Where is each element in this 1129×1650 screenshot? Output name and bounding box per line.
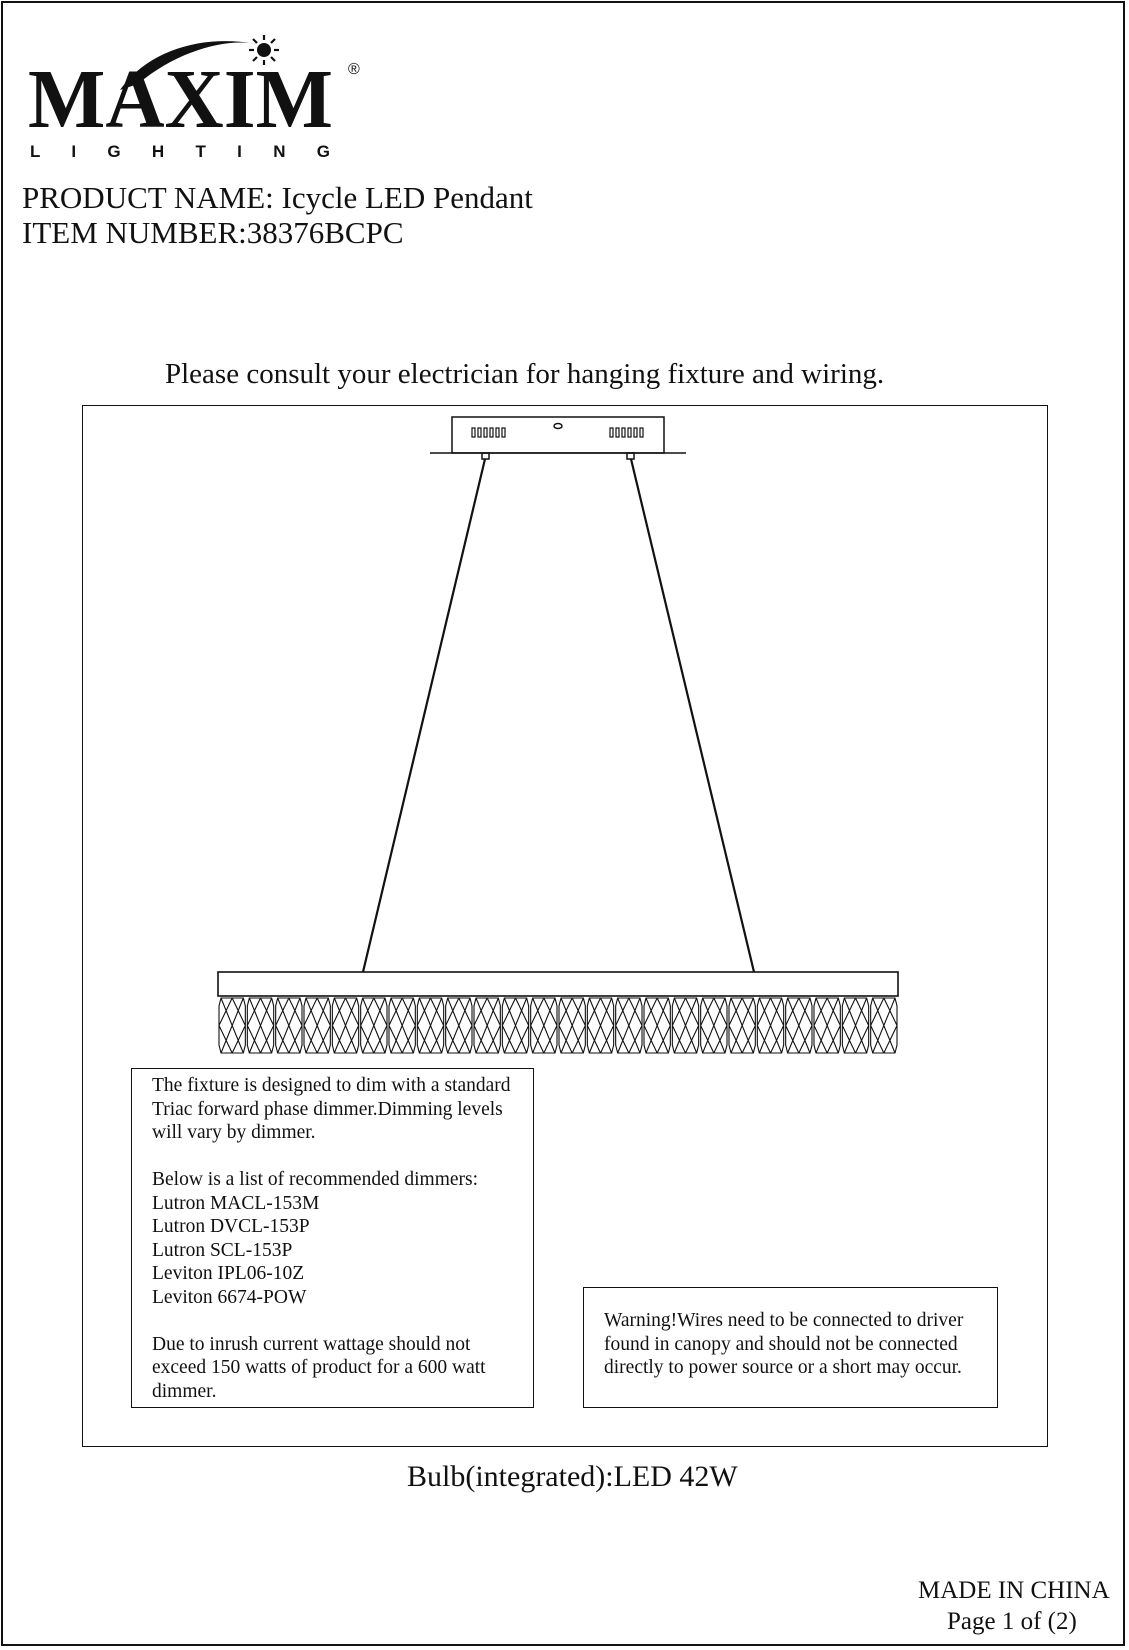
bulb-spec: Bulb(integrated):LED 42W [407,1460,738,1493]
inrush-line: exceed 150 watts of product for a 600 watt [152,1357,486,1378]
crystal [587,998,613,1053]
inrush-line: Due to inrush current wattage should not [152,1333,471,1355]
crystal [389,998,415,1053]
warning-line: Warning!Wires need to be connected to driver [604,1310,964,1331]
crystal [644,998,670,1053]
crystal [531,998,557,1053]
logo-subtitle: L I G H T I N G [30,142,331,161]
dimmer-list-heading: Below is a list of recommended dimmers: [152,1169,479,1190]
crystal [814,998,840,1053]
dimmer-item: Leviton IPL06-10Z [152,1263,305,1284]
crystal [559,998,585,1053]
crystal [842,998,868,1053]
dimmer-note-box [131,1068,534,1408]
crystal [871,998,897,1053]
maxim-lighting-logo [28,32,368,167]
crystal [304,998,330,1053]
dimmer-item: Lutron SCL-153P [152,1239,293,1261]
crystal [757,998,783,1053]
crystal [729,998,755,1053]
warning-line: directly to power source or a short may occur. [604,1357,962,1378]
dimmer-item: Lutron DVCL-153P [152,1216,310,1237]
crystal [474,998,500,1053]
dimmer-item: Lutron MACL-153M [152,1192,320,1214]
logo-registered: ® [348,61,360,78]
dimmer-item: Leviton 6674-POW [152,1286,307,1308]
warning-box [583,1287,998,1408]
canopy [430,417,686,459]
item-number: ITEM NUMBER:38376BCPC [22,215,404,250]
inrush-line: dimmer. [152,1380,217,1402]
warning-line: found in canopy and should not be connected [604,1333,958,1355]
consult-instruction: Please consult your electrician for hanging fixture and wiring. [165,358,885,390]
crystal [672,998,698,1053]
dimmer-intro-line: The fixture is designed to dim with a standard [152,1075,511,1096]
crystal [616,998,642,1053]
crystal [786,998,812,1053]
suspension-cables [363,459,754,972]
crystal [332,998,358,1053]
crystal [417,998,443,1053]
canopy-vents-left [472,428,505,437]
crystal [219,998,245,1053]
crystal [361,998,387,1053]
crystal [446,998,472,1053]
crystal [701,998,727,1053]
dimmer-intro-line: Triac forward phase dimmer.Dimming levels [152,1098,503,1120]
fixture-bar [218,972,898,996]
fixture-drawing [82,405,1048,1085]
crystal [247,998,273,1053]
page-number: Page 1 of (2) [947,1608,1077,1635]
logo-wordmark: MAXIM [28,53,333,146]
dimmer-intro-line: will vary by dimmer. [152,1122,316,1143]
crystal [502,998,528,1053]
product-name: PRODUCT NAME: Icycle LED Pendant [22,180,533,215]
canopy-vents-right [610,428,643,437]
crystal [276,998,302,1053]
made-in-china: MADE IN CHINA [918,1577,1110,1604]
crystal-row [219,998,897,1053]
